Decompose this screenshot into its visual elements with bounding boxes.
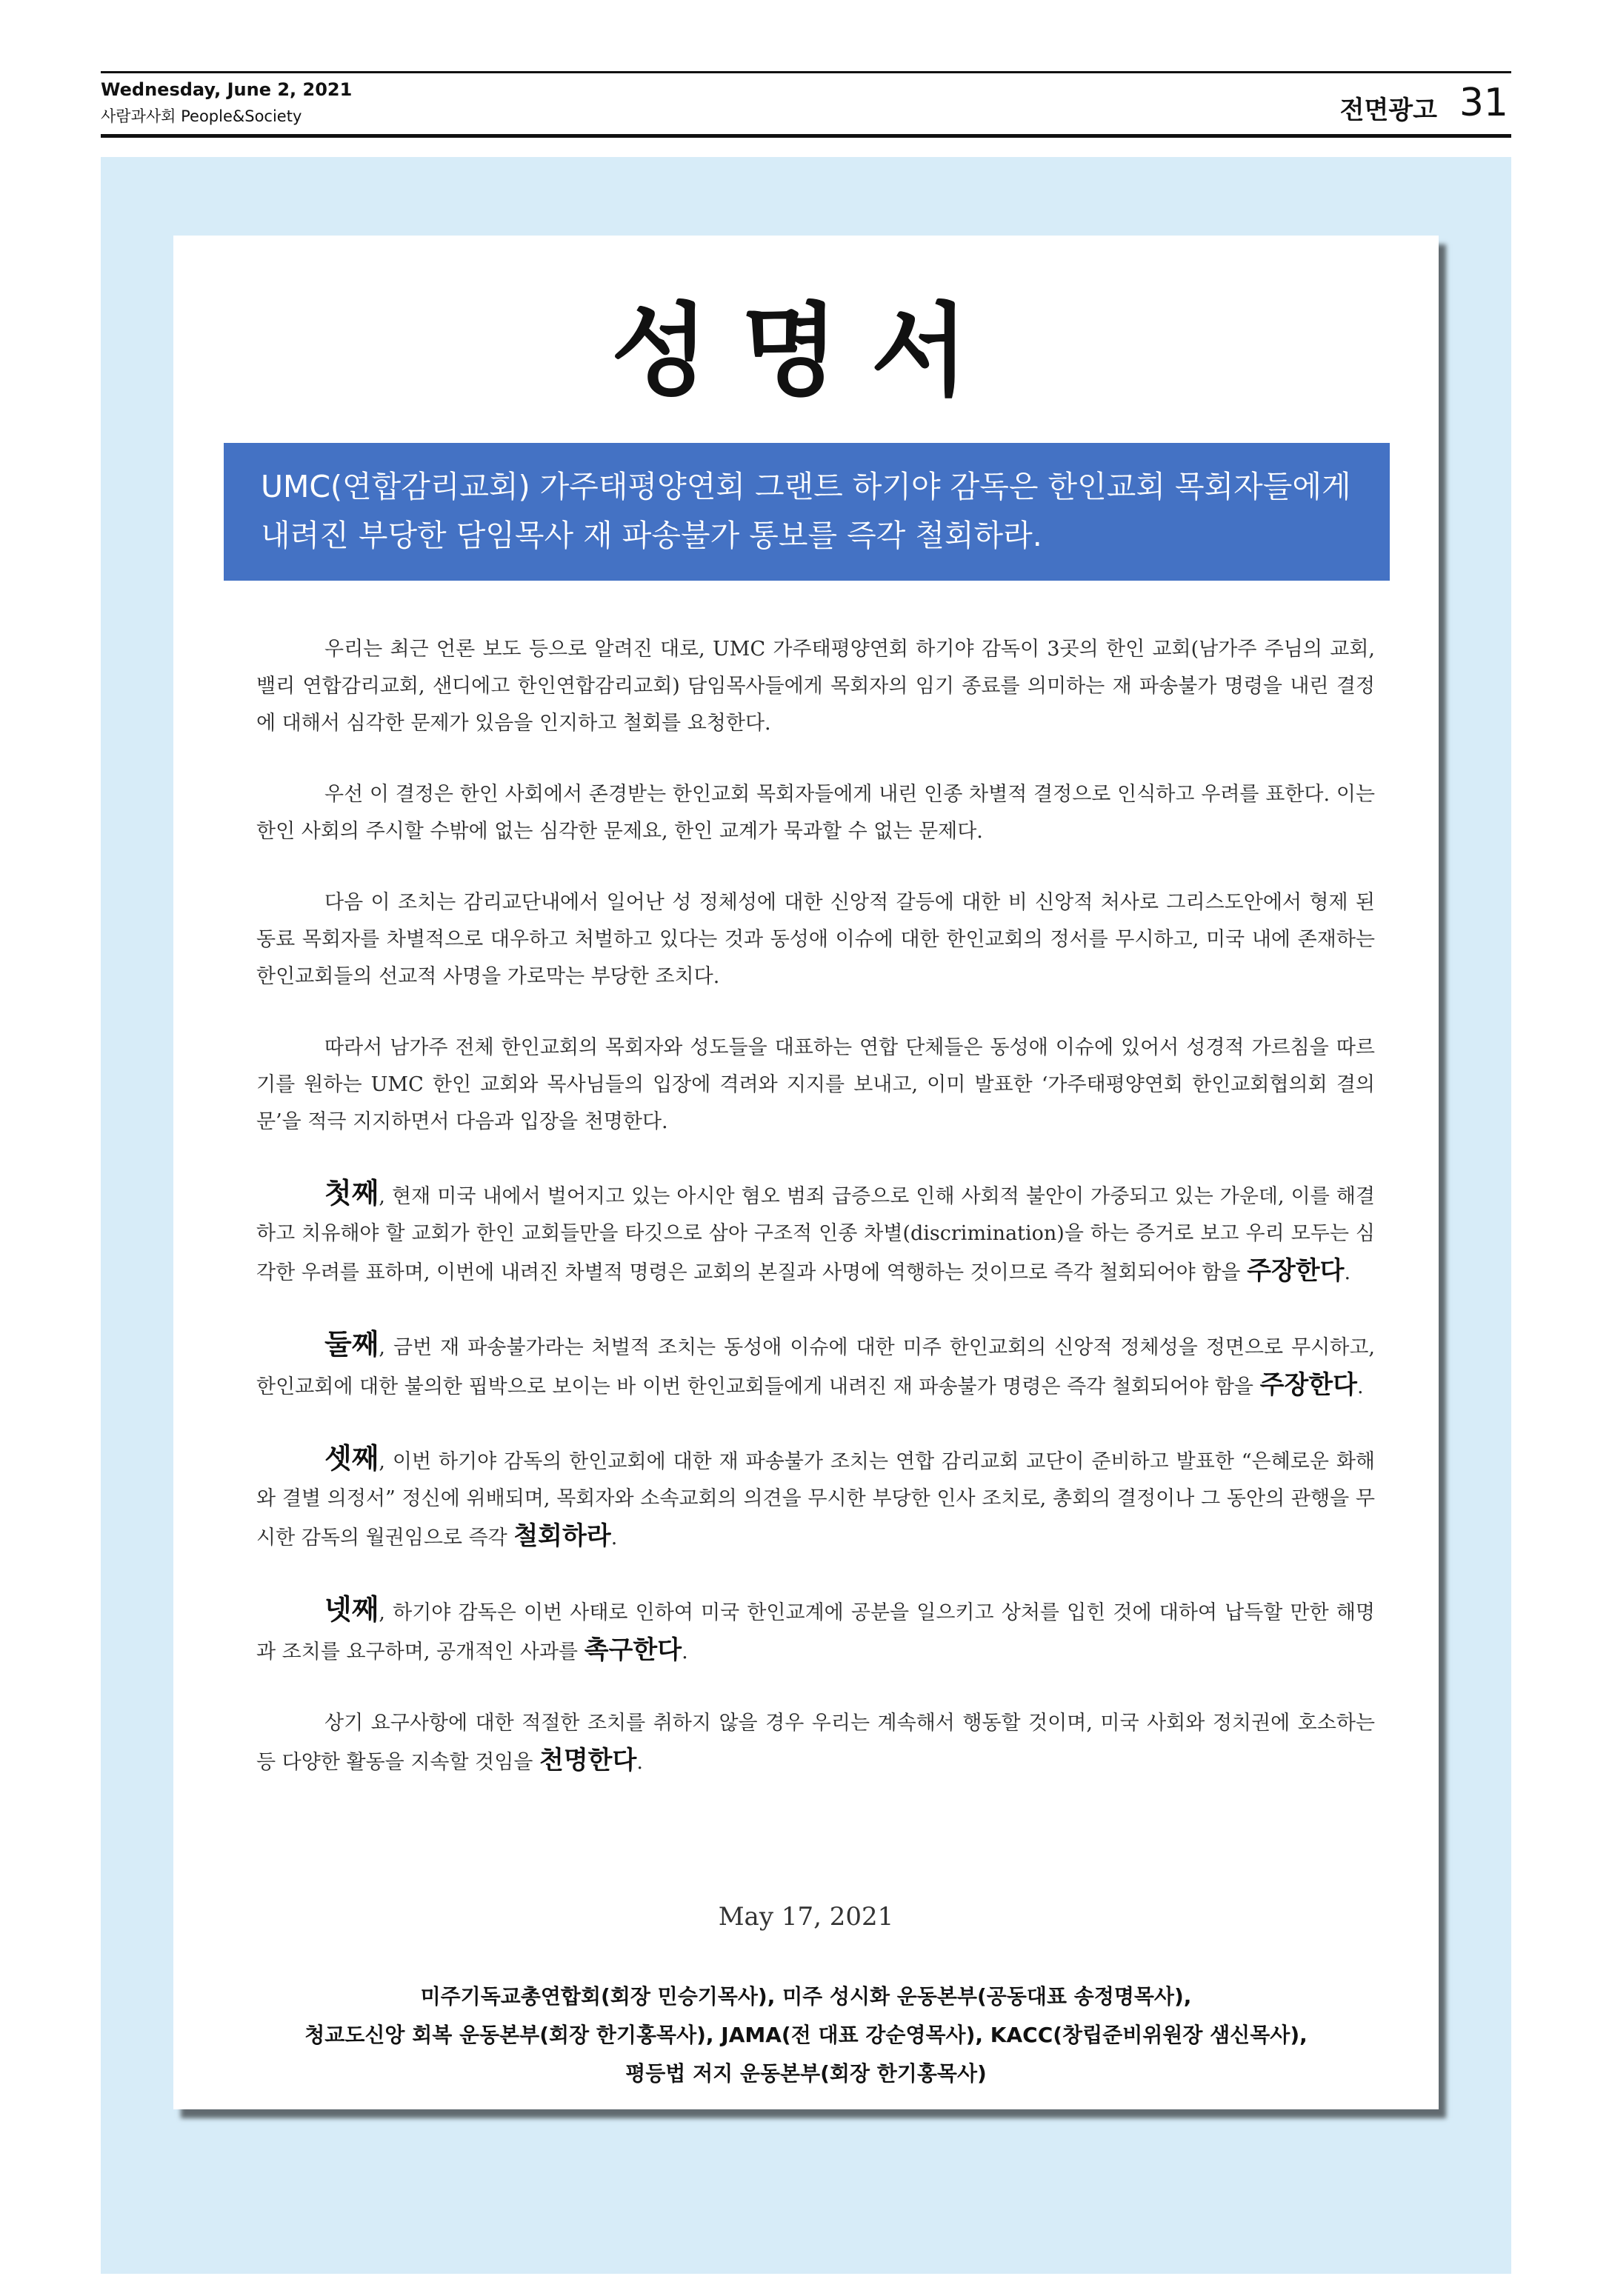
demand-fourth-text: , 하기야 감독은 이번 사태로 인하여 미국 한인교계에 공분을 일으키고 상처를 입힌 것에 대하여 납득할 만한 해명과 조치를 요구하며, 공개적인 사과를 (256, 1601, 1375, 1663)
demand-first (256, 1175, 1375, 1292)
demand-second-end: . (1356, 1375, 1364, 1398)
headline-line-2: 내려진 부당한 담임목사 재 파송불가 통보를 즉각 철회하라. (261, 518, 1042, 553)
newspaper-masthead (101, 71, 1511, 138)
signatory-line-3: 평등법 저지 운동본부(회장 한기홍목사) (625, 2061, 987, 2086)
closing-end: . (636, 1751, 643, 1774)
demand-second (256, 1326, 1375, 1406)
demand-second-lead: 둘째 (324, 1328, 379, 1361)
signatory-line-1: 미주기독교총연합회(회장 민승기목사), 미주 성시화 운동본부(공동대표 송정명목사), (420, 1984, 1192, 2009)
statement-title: 성명서 (610, 292, 1002, 410)
demand-second-text: , 금번 재 파송불가라는 처벌적 조치는 동성애 이슈에 대한 미주 한인교회의 신앙적 정체성을 정면으로 무시하고, 한인교회에 대한 불의한 핍박으로 보이는 바 이번 한인교회들에게 내려진 재 파송불가 명령은 즉각 철회되어야 함을 (256, 1336, 1375, 1398)
publication-name: 사람과사회 People&Society (101, 107, 302, 125)
closing-emphasis: 천명한다 (539, 1746, 637, 1775)
demand-third-end: . (610, 1526, 618, 1549)
demand-first-emphasis: 주장한다 (1247, 1256, 1345, 1286)
body-paragraph-3: 다음 이 조치는 감리교단내에서 일어난 성 정체성에 대한 신앙적 갈등에 대한 비 신앙적 처사로 그리스도안에서 형제 된 동료 목회자를 차별적으로 대우하고 처벌하고 있다는 것과 동성애 이슈에 대한 한인교회의 정서를 무시하고, 미국 내에 존재하는 한인교회들의 선교적 사명을 가로막는 부당한 조치다. (256, 891, 1375, 988)
body-paragraph-1: 우리는 최근 언론 보도 등으로 알려진 대로, UMC 가주태평양연회 하기야 감독이 3곳의 한인 교회(남가주 주님의 교회, 밸리 연합감리교회, 샌디에고 한인연합감리교회) 담임목사들에게 목회자의 임기 종료를 의미하는 재 파송불가 명령을 내린 결정에 대해서 심각한 문제가 있음을 인지하고 철회를 요청한다. (256, 638, 1375, 735)
page-number: 31 (1459, 81, 1508, 125)
demand-fourth-lead: 넷째 (324, 1593, 379, 1626)
demand-second-emphasis: 주장한다 (1259, 1370, 1357, 1400)
demand-fourth-emphasis: 촉구한다 (584, 1635, 682, 1665)
section-label: 전면광고 (1339, 96, 1437, 125)
demand-first-end: . (1344, 1261, 1351, 1284)
demand-fourth-end: . (682, 1641, 688, 1663)
statement-sheet (173, 236, 1439, 2109)
closing-text: 상기 요구사항에 대한 적절한 조치를 취하지 않을 경우 우리는 계속해서 행동할 것이며, 미국 사회와 정치권에 호소하는 등 다양한 활동을 지속할 것임을 (256, 1712, 1375, 1774)
body-paragraph-4: 따라서 남가주 전체 한인교회의 목회자와 성도들을 대표하는 연합 단체들은 동성애 이슈에 있어서 성경적 가르침을 따르기를 원하는 UMC 한인 교회와 목사님들의 입장에 격려와 지지를 보내고, 이미 발표한 ‘가주태평양연회 한인교회협의회 결의문’을 적극 지지하면서 다음과 입장을 천명한다. (256, 1036, 1375, 1133)
body-paragraph-2: 우선 이 결정은 한인 사회에서 존경받는 한인교회 목회자들에게 내린 인종 차별적 결정으로 인식하고 우려를 표한다. 이는 한인 사회의 주시할 수밖에 없는 심각한 문제요, 한인 교계가 묵과할 수 없는 문제다. (256, 783, 1375, 843)
demand-fourth (256, 1591, 1375, 1671)
closing-paragraph (256, 1705, 1375, 1781)
demand-third-lead: 셋째 (324, 1442, 379, 1475)
signatories (173, 1978, 1439, 2093)
issue-date: Wednesday, June 2, 2021 (101, 79, 353, 100)
demand-third-text: , 이번 하기야 감독의 한인교회에 대한 재 파송불가 조치는 연합 감리교회 교단이 준비하고 발표한 “은혜로운 화해와 결별 의정서” 정신에 위배되며, 목회자와 소속교회의 의견을 무시한 부당한 인사 조치로, 총회의 결정이나 그 동안의 관행을 무시한 감독의 월권임으로 즉각 (256, 1450, 1375, 1549)
headline-line-1: UMC(연합감리교회) 가주태평양연회 그랜트 하기야 감독은 한인교회 목회자들에게 (261, 469, 1351, 504)
statement-body (256, 631, 1375, 1815)
demand-first-text: , 현재 미국 내에서 벌어지고 있는 아시안 혐오 범죄 급증으로 인해 사회적 불안이 가중되고 있는 가운데, 이를 해결하고 치유해야 할 교회가 한인 교회들만을 타깃으로 삼아 구조적 인종 차별(discrimination)을 하는 증거로 보고 우리 모두는 심각한 우려를 표하며, 이번에 내려진 차별적 명령은 교회의 본질과 사명에 역행하는 것이므로 즉각 철회되어야 함을 (256, 1185, 1375, 1284)
headline-banner (224, 443, 1390, 581)
statement-date: May 17, 2021 (718, 1902, 894, 1932)
demand-third-emphasis: 철회하라 (513, 1521, 611, 1551)
demand-third (256, 1440, 1375, 1557)
demand-first-lead: 첫째 (324, 1177, 379, 1209)
signatory-line-2: 청교도신앙 회복 운동본부(회장 한기홍목사), JAMA(전 대표 강순영목사), KACC(창립준비위원장 샘신목사), (304, 2023, 1308, 2047)
